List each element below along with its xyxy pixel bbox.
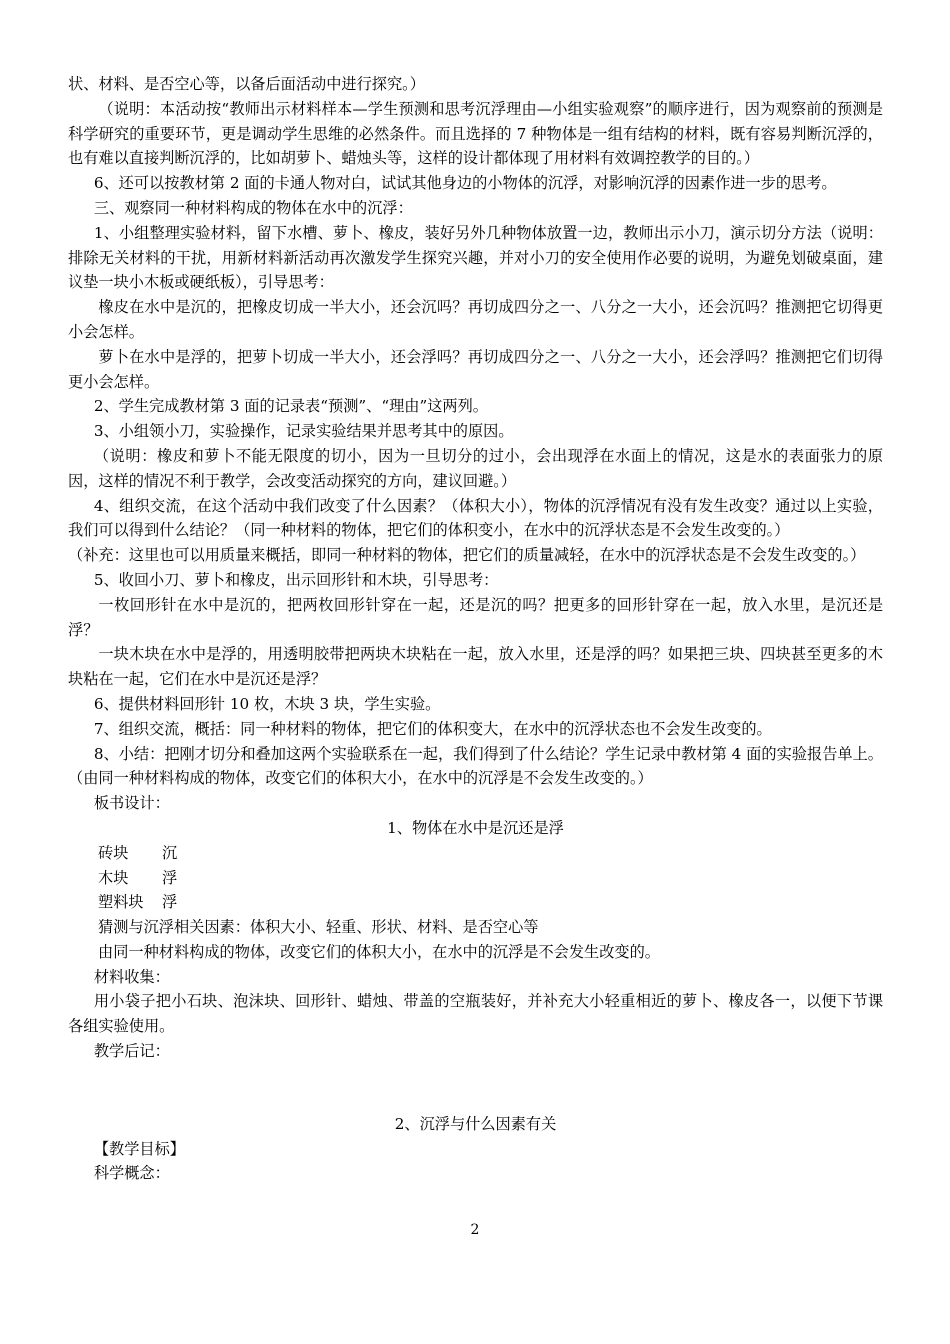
board-row-name: 砖块	[98, 843, 129, 862]
afterword-label: 教学后记：	[93, 1042, 170, 1061]
paragraph: 橡皮在水中是沉的，把橡皮切成一半大小，还会沉吗？再切成四分之一、八分之一大小，还会沉吗？推测把它切得更小会怎样。	[68, 298, 883, 341]
paragraph: 3、小组领小刀，实验操作，记录实验结果并思考其中的原因。	[93, 422, 514, 441]
paragraph: 1、小组整理实验材料，留下水槽、萝卜、橡皮，装好另外几种物体放置一边，教师出示小刀，演示切分方法（说明：排除无关材料的干扰，用新材料新活动再次激发学生探究兴趣，并对小刀的安全使用作必要的说明，为避免划破桌面，建议垫一块小木板或硬纸板），引导思考：	[68, 223, 883, 292]
board-conclusion: 由同一种材料构成的物体，改变它们的体积大小，在水中的沉浮是不会发生改变的。	[98, 942, 660, 961]
paragraph: 2、学生完成教材第 3 面的记录表“预测”、“理由”这两列。	[93, 397, 488, 416]
science-concept-label: 科学概念：	[93, 1164, 170, 1183]
page-content	[68, 72, 883, 1186]
paragraph: 6、还可以按教材第 2 面的卡通人物对白，试试其他身边的小物体的沉浮，对影响沉浮的因素作进一步的思考。	[93, 174, 837, 193]
paragraph: 8、小结：把刚才切分和叠加这两个实验联系在一起，我们得到了什么结论？学生记录中教材第 4 面的实验报告单上。（由同一种材料构成的物体，改变它们的体积大小，在水中的沉浮是不会发生改变的。）	[68, 744, 883, 788]
paragraph: 7、组织交流，概括：同一种材料的物体，把它们的体积变大，在水中的沉浮状态也不会发生改变的。	[93, 719, 772, 738]
paragraph: 4、组织交流，在这个活动中我们改变了什么因素？（体积大小），物体的沉浮情况有没有发生改变？通过以上实验，我们可以得到什么结论？（同一种材料的物体，把它们的体积变小，在水中的沉浮状态是不会发生改变的。）	[68, 496, 883, 540]
board-title: 1、物体在水中是沉还是浮	[387, 818, 564, 837]
board-guess: 猜测与沉浮相关因素：体积大小、轻重、形状、材料、是否空心等	[98, 918, 539, 937]
board-row	[98, 890, 883, 915]
teaching-goal-heading: 【教学目标】	[93, 1139, 185, 1158]
section-heading: 三、观察同一种材料构成的物体在水中的沉浮：	[93, 198, 413, 217]
board-row-state: 沉	[162, 843, 178, 862]
paragraph: （补充：这里也可以用质量来概括，即同一种材料的物体，把它们的质量减轻，在水中的沉浮状态是不会发生改变的。）	[68, 546, 866, 565]
board-row-name: 木块	[98, 868, 129, 887]
board-row-state: 浮	[162, 868, 178, 887]
board-row	[98, 841, 883, 866]
board-row	[98, 866, 883, 891]
paragraph: 萝卜在水中是浮的，把萝卜切成一半大小，还会浮吗？再切成四分之一、八分之一大小，还会浮吗？推测把它们切得更小会怎样。	[68, 347, 883, 391]
paragraph: （说明：本活动按“教师出示材料样本—学生预测和思考沉浮理由—小组实验观察”的顺序进行，因为观察前的预测是科学研究的重要环节，更是调动学生思维的必然条件。而且选择的 7 种物体是一组有结构的材料，既有容易判断沉浮的，也有难以直接判断沉浮的，比如胡萝卜、蜡烛头等，这样的设计都体现了用材料有效调控教学的目的。）	[68, 99, 883, 168]
board-row-state: 浮	[162, 893, 178, 912]
board-row-name: 塑料块	[98, 893, 144, 912]
board-table	[68, 841, 883, 965]
paragraph: 一块木块在水中是浮的，用透明胶带把两块木块粘在一起，放入水里，还是浮的吗？如果把三块、四块甚至更多的木块粘在一起，它们在水中是沉还是浮？	[68, 645, 883, 689]
paragraph: 6、提供材料回形针 10 枚，木块 3 块，学生实验。	[93, 694, 441, 713]
paragraph: 一枚回形针在水中是沉的，把两枚回形针穿在一起，还是沉的吗？把更多的回形针穿在一起，放入水里，是沉还是浮？	[68, 595, 883, 639]
paragraph: （说明：橡皮和萝卜不能无限度的切小，因为一旦切分的过小，会出现浮在水面上的情况，这是水的表面张力的原因，这样的情况不利于教学，会改变活动探究的方向，建议回避。）	[68, 446, 883, 490]
page-number: 2	[470, 1222, 480, 1238]
paragraph: 5、收回小刀、萝卜和橡皮，出示回形针和木块，引导思考：	[93, 570, 499, 589]
paragraph: 状、材料、是否空心等，以备后面活动中进行探究。）	[68, 75, 425, 93]
spacer	[68, 1064, 883, 1112]
board-design-label: 板书设计：	[93, 794, 170, 813]
materials-label: 材料收集：	[93, 967, 170, 986]
lesson-title: 2、沉浮与什么因素有关	[394, 1114, 557, 1133]
materials-text: 用小袋子把小石块、泡沫块、回形针、蜡烛、带盖的空瓶装好，并补充大小轻重相近的萝卜、橡皮各一，以便下节课各组实验使用。	[68, 992, 883, 1036]
